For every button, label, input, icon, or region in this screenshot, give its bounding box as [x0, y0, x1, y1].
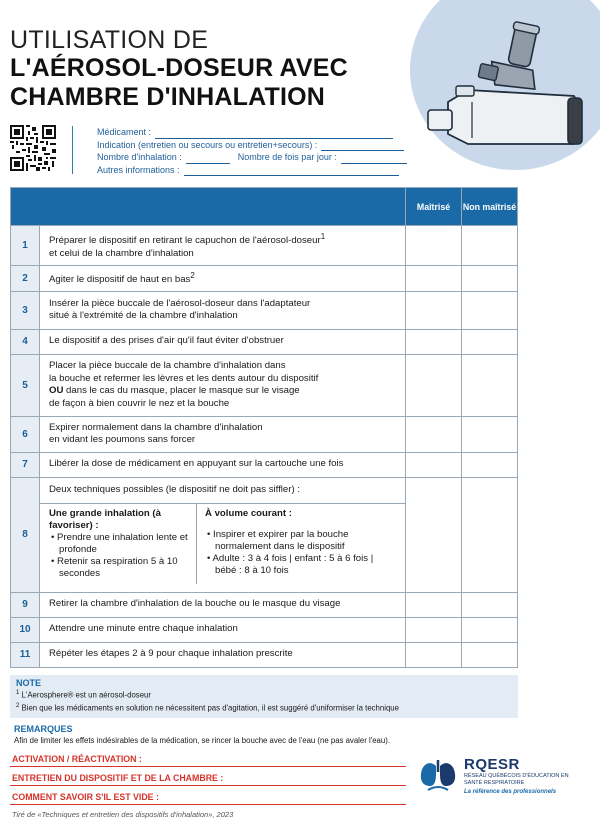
checkbox-non-maitrise[interactable]: [462, 329, 518, 354]
checkbox-non-maitrise[interactable]: [462, 416, 518, 452]
step-number: 8: [11, 477, 40, 592]
logo-name: RQESR: [464, 756, 520, 773]
checkbox-maitrise[interactable]: [406, 477, 462, 592]
step-text: Répéter les étapes 2 à 9 pour chaque inhalation prescrite: [40, 642, 406, 667]
activation-label: ACTIVATION / RÉACTIVATION :: [12, 754, 142, 764]
technique-right-bullet-1: • Inspirer et expirer par la bouche normalement dans le dispositif: [207, 529, 349, 553]
table-header-row: [11, 188, 518, 226]
step-6-text-a: Expirer normalement dans la chambre d'inhalation: [49, 421, 263, 433]
step-5-or: OU: [49, 385, 64, 397]
steps-checklist: [10, 187, 518, 668]
lungs-logo-icon: [418, 756, 458, 792]
checkbox-non-maitrise[interactable]: [462, 291, 518, 329]
title-line-3: CHAMBRE D'INHALATION: [10, 83, 326, 111]
header-non-maitrise: [462, 188, 518, 226]
step-text: Libérer la dose de médicament en appuyant sur la cartouche une fois: [40, 452, 406, 477]
technique-grande-inhalation: [40, 504, 197, 584]
form-row-autres: [97, 164, 407, 177]
remarques-title: REMARQUES: [14, 724, 73, 734]
qr-code[interactable]: [10, 125, 56, 171]
checkbox-maitrise[interactable]: [406, 226, 462, 266]
step-2-text: Agiter le dispositif de haut en bas: [49, 274, 191, 286]
note-2-marker: 2: [16, 702, 20, 709]
checkbox-maitrise[interactable]: [406, 617, 462, 642]
step-number: 5: [11, 354, 40, 416]
table-row: [11, 477, 518, 592]
step-number: 10: [11, 617, 40, 642]
rqesr-logo: [418, 756, 569, 797]
table-row: [11, 354, 518, 416]
step-text: [40, 477, 406, 592]
autres-label: Autres informations :: [97, 164, 180, 175]
nombre-inhalation-field[interactable]: [186, 155, 230, 164]
checkbox-maitrise[interactable]: [406, 452, 462, 477]
checkbox-non-maitrise[interactable]: [462, 617, 518, 642]
autres-field[interactable]: [184, 167, 399, 176]
remarques-text: Afin de limiter les effets indésirables de la médication, se rincer la bouche avec de l'eau (ne pas avaler l'eau).: [14, 736, 390, 745]
form-row-indication: [97, 139, 407, 152]
step-text: [40, 266, 406, 292]
title-line-1: UTILISATION DE: [10, 26, 209, 54]
title-line-2: L'AÉROSOL-DOSEUR AVEC: [10, 54, 348, 82]
step-text: [40, 416, 406, 452]
checkbox-non-maitrise[interactable]: [462, 592, 518, 617]
divider-line: [72, 126, 73, 174]
technique-left-title: Une grande inhalation (à favoriser) :: [49, 508, 161, 532]
table-row: [11, 266, 518, 292]
vide-label: COMMENT SAVOIR S'IL EST VIDE :: [12, 792, 159, 802]
checkbox-non-maitrise[interactable]: [462, 266, 518, 292]
table-row: [11, 617, 518, 642]
nombre-inhalation-label: Nombre d'inhalation :: [97, 152, 182, 162]
checkbox-maitrise[interactable]: [406, 329, 462, 354]
inhaler-spacer-illustration: [420, 10, 600, 150]
step-text: Le dispositif a des prises d'air qu'il faut éviter d'obstruer: [40, 329, 406, 354]
table-row: [11, 329, 518, 354]
source-citation: Tiré de «Techniques et entretien des dispositifs d'inhalation», 2023: [12, 810, 234, 819]
checkbox-non-maitrise[interactable]: [462, 477, 518, 592]
checkbox-maitrise[interactable]: [406, 291, 462, 329]
technique-volume-courant: [197, 504, 405, 584]
step-number: 3: [11, 291, 40, 329]
step-5-line-2: la bouche et refermer les lèvres et les dents autour du dispositif: [49, 372, 319, 384]
checkbox-non-maitrise[interactable]: [462, 452, 518, 477]
technique-split: [40, 503, 405, 584]
page-title: [10, 26, 348, 112]
table-row: [11, 416, 518, 452]
step-1-text-b: et celui de la chambre d'inhalation: [49, 247, 194, 259]
table-row: [11, 291, 518, 329]
technique-left-bullet-2: • Retenir sa respiration 5 à 10 secondes: [51, 556, 178, 580]
form-row-medicament: [97, 126, 407, 139]
table-row: [11, 592, 518, 617]
note-2-text: Bien que les médicaments en solution ne nécessitent pas d'agitation, il est suggéré d'uniformiser la technique: [21, 703, 399, 713]
checkbox-maitrise[interactable]: [406, 416, 462, 452]
checkbox-non-maitrise[interactable]: [462, 642, 518, 667]
entretien-label: ENTRETIEN DU DISPOSITIF ET DE LA CHAMBRE :: [12, 773, 224, 783]
table-row: [11, 452, 518, 477]
step-text: [40, 226, 406, 266]
step-number: 6: [11, 416, 40, 452]
step-5-line-1: Placer la pièce buccale de la chambre d'inhalation dans: [49, 360, 286, 372]
note-1-marker: 1: [16, 690, 20, 696]
note-title: NOTE: [16, 678, 42, 688]
form-row-nombre: [97, 151, 407, 164]
step-text: Attendre une minute entre chaque inhalation: [40, 617, 406, 642]
footnote-ref: 2: [190, 271, 195, 280]
step-number: 4: [11, 329, 40, 354]
step-number: 1: [11, 226, 40, 266]
step-number: 11: [11, 642, 40, 667]
step-5-line-4: de façon à bien couvrir le nez et la bouche: [49, 397, 230, 409]
checkbox-non-maitrise[interactable]: [462, 354, 518, 416]
entretien-line[interactable]: [10, 785, 406, 786]
technique-right-bullet-2: • Adulte : 3 à 4 fois | enfant : 5 à 6 fois | bébé : 8 à 10 fois: [207, 553, 374, 577]
step-3-text-b: situé à l'extrémité de la chambre d'inhalation: [49, 310, 238, 322]
technique-right-title: À volume courant :: [205, 508, 292, 520]
remarques-section: [14, 724, 390, 745]
step-number: 7: [11, 452, 40, 477]
note-line-2: [16, 701, 512, 714]
step-6-text-b: en vidant les poumons sans forcer: [49, 434, 196, 446]
step-5-line-3: dans le cas du masque, placer le masque sur le visage: [63, 385, 300, 397]
step-text: [40, 354, 406, 416]
table-row: [11, 642, 518, 667]
checkbox-maitrise[interactable]: [406, 592, 462, 617]
vide-line[interactable]: [10, 804, 406, 805]
step-1-text-a: Préparer le dispositif en retirant le capuchon de l'aérosol-doseur: [49, 235, 321, 247]
logo-tagline: La référence des professionnels: [464, 789, 557, 795]
logo-subtitle: RÉSEAU QUÉBÉCOIS D'ÉDUCATION EN SANTÉ RESPIRATOIRE: [464, 773, 569, 786]
footnote-ref: 1: [320, 231, 326, 241]
step-3-text-a: Insérer la pièce buccale de l'aérosol-doseur dans l'adaptateur: [49, 297, 311, 309]
note-box: [10, 675, 518, 718]
checkbox-maitrise[interactable]: [406, 642, 462, 667]
header-maitrise: Maîtrisé: [406, 188, 462, 226]
medicament-label: Médicament :: [97, 127, 152, 137]
medicament-field[interactable]: [155, 130, 393, 139]
activation-line[interactable]: [10, 766, 406, 767]
header-steps-cell: [11, 188, 406, 226]
checkbox-non-maitrise[interactable]: [462, 226, 518, 266]
nombre-fois-field[interactable]: [341, 155, 407, 164]
checkbox-maitrise[interactable]: [406, 266, 462, 292]
step-8-intro: Deux techniques possibles (le dispositif ne doit pas siffler) :: [49, 483, 300, 495]
step-number: 2: [11, 266, 40, 292]
step-number: 9: [11, 592, 40, 617]
indication-label: Indication (entretien ou secours ou entretien+secours) :: [97, 139, 318, 150]
step-text: [40, 291, 406, 329]
header-non-maitrise-label: Non maîtrisé: [462, 201, 517, 212]
table-row: [11, 226, 518, 266]
note-1-text: L'Aerosphere® est un aérosol-doseur: [21, 690, 151, 700]
note-line-1: [16, 688, 512, 701]
prescription-form: [97, 126, 407, 176]
nombre-fois-label: Nombre de fois par jour :: [237, 152, 337, 162]
technique-left-bullet-1: • Prendre une inhalation lente et profonde: [51, 532, 188, 556]
checkbox-maitrise[interactable]: [406, 354, 462, 416]
indication-field[interactable]: [321, 142, 404, 151]
step-text: Retirer la chambre d'inhalation de la bouche ou le masque du visage: [40, 592, 406, 617]
